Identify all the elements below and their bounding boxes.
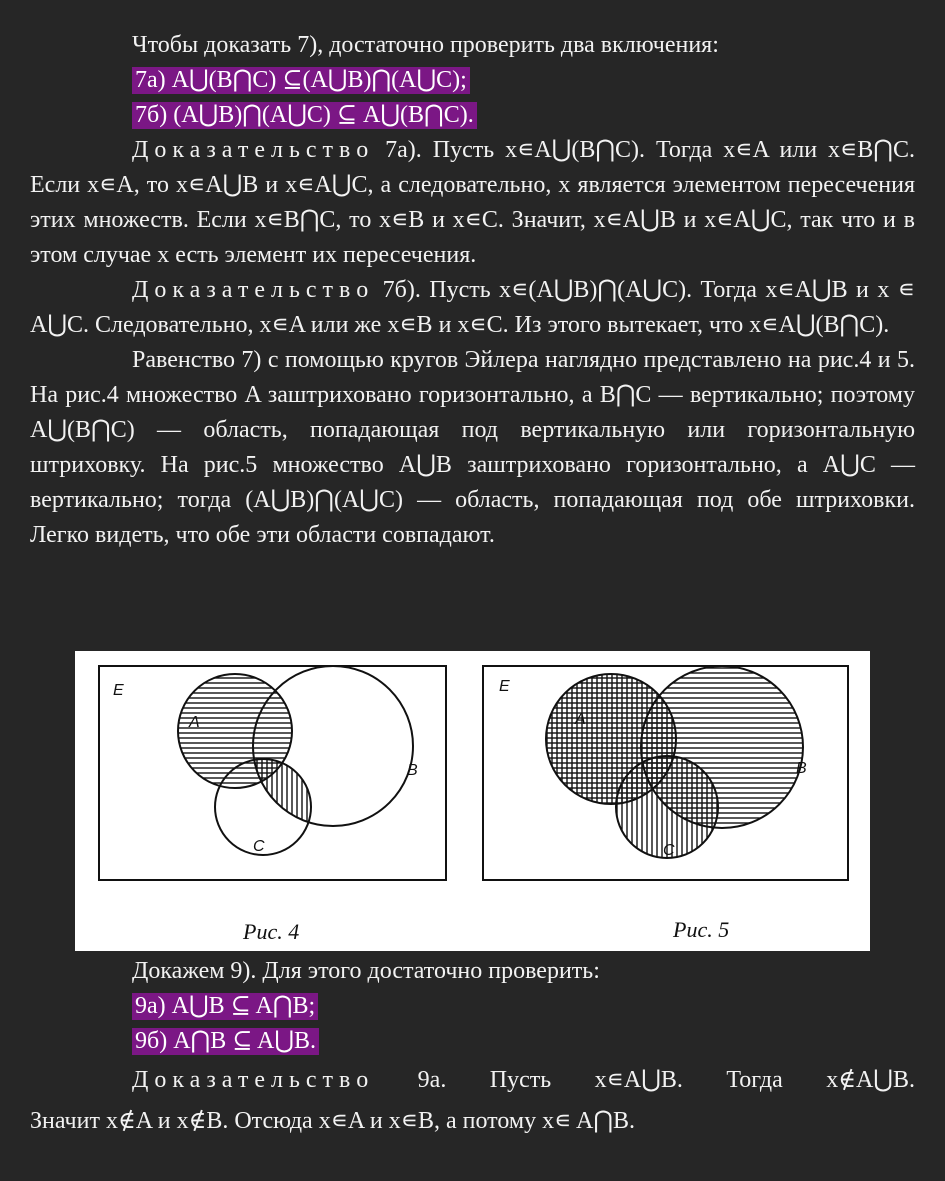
equality-paragraph: Равенство 7) с помощью кругов Эйлера наглядно представлено на рис.4 и 5. На рис.4 множество A заштриховано горизонтально, а B⋂C — вертикально; поэтому A⋃(B⋂C) — область, попадающая под вертикальную или горизонтальную штриховку. На рис.5 множество A⋃B заштриховано горизонтально, а A⋃C — вертикально; тогда (A⋃B)⋂(A⋃C) — область, попадающая под обе штриховки. Легко видеть, что обе эти области совпадают. <box>30 347 915 548</box>
euler-figures-svg <box>75 651 870 951</box>
label-a-4: A <box>189 714 200 731</box>
caption-5: Рис. 5 <box>673 917 730 942</box>
intro-7: Чтобы доказать 7), достаточно проверить два включения: <box>132 32 719 58</box>
proof-9a-line1-text: 9а. Пусть x∊A⋃B. Тогда x∉A⋃B. <box>374 1067 915 1093</box>
text-bottom <box>30 954 915 1139</box>
label-c-5: C <box>663 842 675 859</box>
proof-7b <box>30 273 915 343</box>
label-c-4: C <box>253 838 265 855</box>
label-e-4: E <box>113 682 124 699</box>
item-7b: 7б) (A⋃B)⋂(A⋃C) ⊆ A⋃(B⋂C). <box>132 102 477 129</box>
proof-word: Доказательство <box>132 277 375 303</box>
intro-9: Докажем 9). Для этого достаточно проверить: <box>132 958 600 984</box>
label-b-5: B <box>796 760 807 777</box>
figure-4 <box>99 666 446 944</box>
item-9a: 9а) A⋃B ⊆ A⋂B; <box>132 993 318 1020</box>
proof-7a <box>30 133 915 273</box>
proof-7a-text: 7а). Пусть x∊A⋃(B⋂C). Тогда x∊A или x∊B⋂C. Если x∊A, то x∊A⋃B и x∊A⋃C, а следовательно, x является элементом пересечения этих множеств. Если x∊B⋂C, то x∊B и x∊C. Значит, x∊A⋃B и x∊A⋃C, так что и в этом случае x есть элемент их пересечения. <box>30 137 915 268</box>
label-b-4: B <box>407 762 418 779</box>
proof-9a-line2: Значит x∉A и x∉B. Отсюда x∊A и x∊B, а потому x∊ A⋂B. <box>30 1108 636 1134</box>
euler-figures <box>75 651 870 951</box>
proof-word: Доказательство <box>132 1067 375 1093</box>
caption-4: Рис. 4 <box>243 919 300 944</box>
proof-9a-line1 <box>30 1063 915 1098</box>
proof-word: Доказательство <box>132 137 375 163</box>
figure-5 <box>483 666 848 942</box>
item-7a: 7а) A⋃(B⋂C) ⊆(A⋃B)⋂(A⋃C); <box>132 67 470 94</box>
item-9b: 9б) A⋂B ⊆ A⋃B. <box>132 1028 319 1055</box>
text-top <box>30 28 915 553</box>
proof-7b-text: 7б). Пусть x∊(A⋃B)⋂(A⋃C). Тогда x∊A⋃B и x ∊ A⋃C. Следовательно, x∊A или же x∊B и x∊C. Из этого вытекает, что x∊A⋃(B⋂C). <box>30 277 915 338</box>
label-e-5: E <box>499 678 510 695</box>
label-a-5: A <box>575 711 586 728</box>
